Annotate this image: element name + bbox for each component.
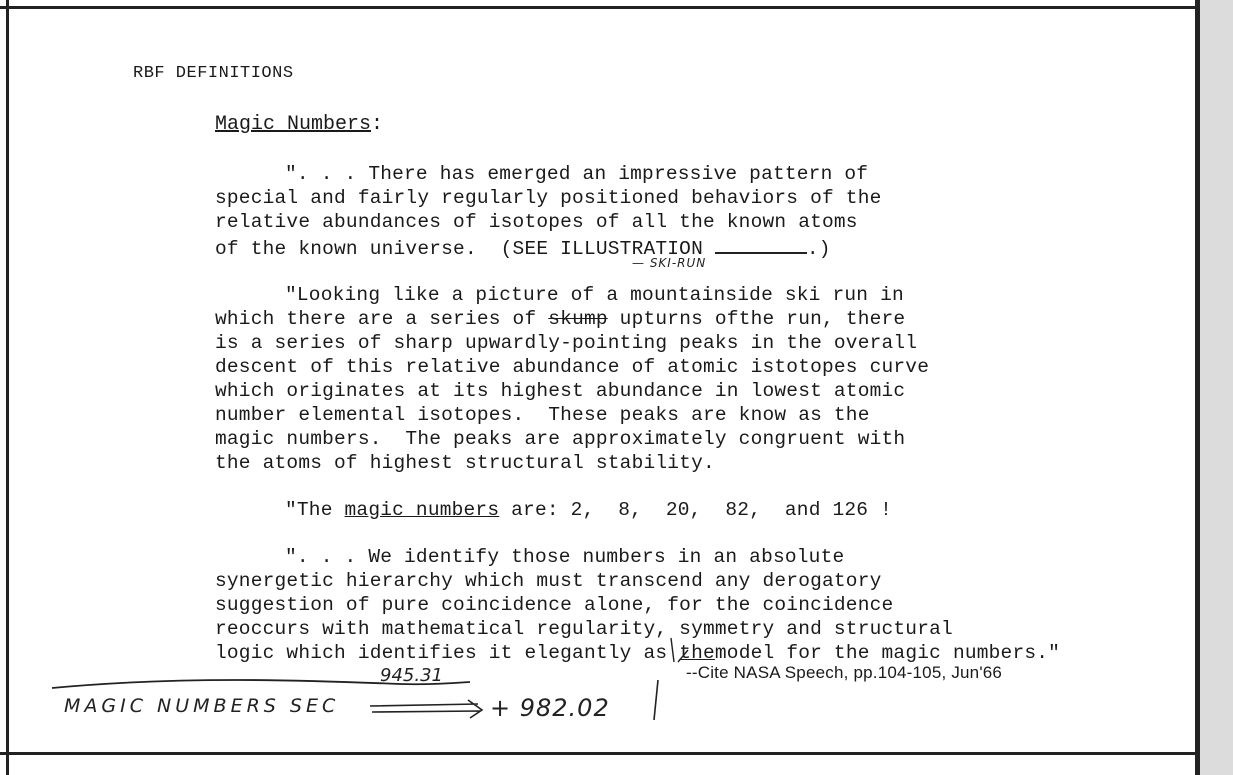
p4-line-3: suggestion of pure coincidence alone, for the coincidence [215,594,894,616]
scan-margin [1200,0,1233,775]
p4-line-5-end: model for the magic numbers." [714,642,1061,664]
p4-line-2: synergetic hierarchy which must transcend any derogatory [215,570,882,592]
handwritten-ski-run: — SKI-RUN [632,256,707,270]
p2-line-7: magic numbers. The peaks are approximately congruent with [215,428,906,450]
p3-end: are: 2, 8, 20, 82, and 126 ! [499,499,893,521]
p1-line-1: ". . . There has emerged an impressive pattern of [285,163,869,185]
struck-word: skump [548,308,608,330]
illustration-blank [715,234,807,254]
p1-line-2: special and fairly regularly positioned behaviors of the [215,187,882,209]
quote-paragraph-4 [215,545,1060,665]
frame-left-border [0,0,9,775]
p2-line-8: the atoms of highest structural stability. [215,452,715,474]
p2-line-6: number elemental isotopes. These peaks are know as the [215,404,870,426]
handwritten-982: + 982.02 [490,694,610,722]
p4-line-4: reoccurs with mathematical regularity, symmetry and structural [215,618,953,640]
frame-right-border [1195,0,1200,775]
p1-line-4-start: of the known universe. (SEE ILLUSTRATION [215,238,715,260]
p1-line-3: relative abundances of isotopes of all the known atoms [215,211,858,233]
p2-line-5: which originates at its highest abundance in lowest atomic [215,380,906,402]
p3-start: "The [285,499,345,521]
quote-paragraph-1 [215,162,882,261]
document-heading: RBF DEFINITIONS [133,64,294,83]
handwritten-945: 945.31 [380,665,443,686]
p2-line-4: descent of this relative abundance of atomic istotopes curve [215,356,930,378]
section-title [215,113,383,136]
p4-line-1: ". . . We identify those numbers in an absolute [285,546,845,568]
p1-line-4-end: .) [806,238,831,260]
quote-paragraph-2 [215,283,929,475]
handwritten-magic-numbers-sec: MAGIC NUMBERS SEC [64,695,340,717]
p2-line-2-end: upturns ofthe run, there [607,308,906,330]
section-title-text: Magic Numbers [215,113,372,136]
p2-line-3: is a series of sharp upwardly-pointing peaks in the overall [215,332,918,354]
magic-numbers-term: magic numbers [344,499,500,521]
frame-bottom-border [0,752,1200,755]
p2-line-1: "Looking like a picture of a mountainside ski run in [285,284,904,306]
section-title-colon: : [371,113,384,136]
frame-top-border [0,0,1200,9]
citation: --Cite NASA Speech, pp.104-105, Jun'66 [686,663,1003,682]
quote-paragraph-3 [215,498,892,522]
p2-line-2-start: which there are a series of [215,308,549,330]
underlined-word-the: the [679,642,715,664]
p4-line-5-start: logic which identifies it elegantly as [215,642,680,664]
